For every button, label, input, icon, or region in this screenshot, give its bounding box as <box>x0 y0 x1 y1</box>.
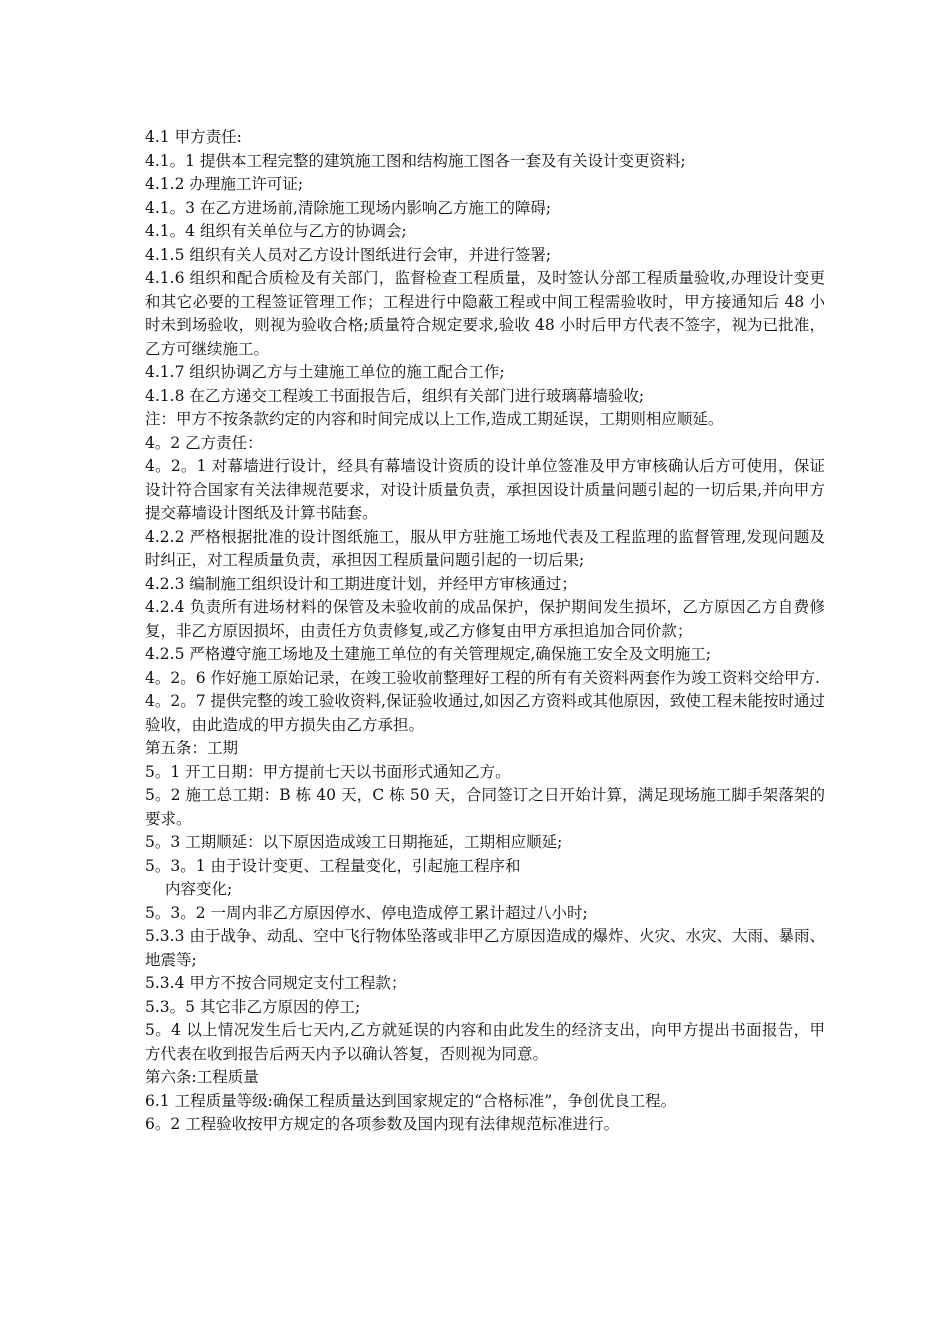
paragraph: 6。2 工程验收按甲方规定的各项参数及国内现有法律规范标准进行。 <box>145 1115 620 1133</box>
paragraph: 4。2。7 提供完整的竣工验收资料,保证验收通过,如因乙方资料或其他原因，致使工程未能按时通过验收，由此造成的甲方损失由乙方承担。 <box>145 692 825 734</box>
document-body <box>145 126 825 1137</box>
paragraph: 5.3.4 甲方不按合同规定支付工程款； <box>145 974 407 992</box>
paragraph: 5。3。1 由于设计变更、工程量变化，引起施工程序和 <box>145 856 521 875</box>
paragraph: 4.1.2 办理施工许可证; <box>145 175 304 193</box>
paragraph: 4。2 乙方责任： <box>145 433 263 452</box>
paragraph: 4.1。1 提供本工程完整的建筑施工图和结构施工图各一套及有关设计变更资料; <box>145 151 686 170</box>
paragraph: 注：甲方不按条款约定的内容和时间完成以上工作,造成工期延误，工期则相应顺延。 <box>145 410 724 428</box>
paragraph: 6.1 工程质量等级:确保工程质量达到国家规定的“合格标准”，争创优良工程。 <box>145 1091 677 1110</box>
paragraph: 4.1。3 在乙方进场前,清除施工现场内影响乙方施工的障碍; <box>145 198 552 217</box>
paragraph: 4.1。4 组织有关单位与乙方的协调会; <box>145 222 407 240</box>
paragraph: 4。2。6 作好施工原始记录，在竣工验收前整理好工程的所有有关资料两套作为竣工资料交给甲方. <box>145 668 820 687</box>
indented-line: 内容变化; <box>165 880 233 898</box>
paragraph: 4.1.8 在乙方递交工程竣工书面报告后，组织有关部门进行玻璃幕墙验收; <box>145 386 645 405</box>
section-heading: 第六条:工程质量 <box>145 1068 259 1086</box>
paragraph: 4.2.3 编制施工组织设计和工期进度计划，并经甲方审核通过； <box>145 574 577 593</box>
paragraph: 4.2.5 严格遵守施工场地及土建施工单位的有关管理规定,确保施工安全及文明施工; <box>145 645 712 663</box>
paragraph: 4.2.4 负责所有进场材料的保管及未验收前的成品保护，保护期间发生损坏，乙方原因乙方自费修复，非乙方原因损坏，由责任方负责修复,或乙方修复由甲方承担追加合同价款； <box>145 598 825 640</box>
paragraph: 4.1 甲方责任: <box>145 128 242 146</box>
paragraph: 5。2 施工总工期：B 栋 40 天，C 栋 50 天，合同签订之日开始计算，满足现场施工脚手架落架的要求。 <box>145 786 825 828</box>
paragraph: 5。3 工期顺延：以下原因造成竣工日期拖延，工期相应顺延; <box>145 833 563 851</box>
paragraph: 4.1.6 组织和配合质检及有关部门，监督检查工程质量，及时签认分部工程质量验收,办理设计变更和其它必要的工程签证管理工作；工程进行中隐蔽工程或中间工程需验收时，甲方接通知后 48 小时未到场验收，则视为验收合格;质量符合规定要求,验收 48 小时后甲方代表不签字，视为已批准，乙方可继续施工。 <box>145 269 825 358</box>
section-heading: 第五条：工期 <box>145 739 239 757</box>
paragraph: 5。1 开工日期：甲方提前七天以书面形式通知乙方。 <box>145 762 511 781</box>
paragraph: 4.1.7 组织协调乙方与土建施工单位的施工配合工作; <box>145 363 505 381</box>
paragraph: 4.1.5 组织有关人员对乙方设计图纸进行会审，并进行签署; <box>145 245 552 264</box>
paragraph: 5.3。5 其它非乙方原因的停工; <box>145 997 361 1016</box>
paragraph: 4.2.2 严格根据批准的设计图纸施工，服从甲方驻施工场地代表及工程监理的监督管理,发现问题及时纠正，对工程质量负责，承担因工程质量问题引起的一切后果; <box>145 527 825 569</box>
paragraph: 5.3.3 由于战争、动乱、空中飞行物体坠落或非甲乙方原因造成的爆炸、火灾、水灾、大雨、暴雨、地震等; <box>145 927 825 969</box>
paragraph: 5。3。2 一周内非乙方原因停水、停电造成停工累计超过八小时; <box>145 903 588 922</box>
paragraph: 5。4 以上情况发生后七天内,乙方就延误的内容和由此发生的经济支出，向甲方提出书面报告，甲方代表在收到报告后两天内予以确认答复，否则视为同意。 <box>145 1021 825 1063</box>
paragraph: 4。2。1 对幕墙进行设计，经具有幕墙设计资质的设计单位签准及甲方审核确认后方可使用，保证设计符合国家有关法律规范要求，对设计质量负责，承担因设计质量问题引起的一切后果,并向甲方提交幕墙设计图纸及计算书陆套。 <box>145 457 825 522</box>
